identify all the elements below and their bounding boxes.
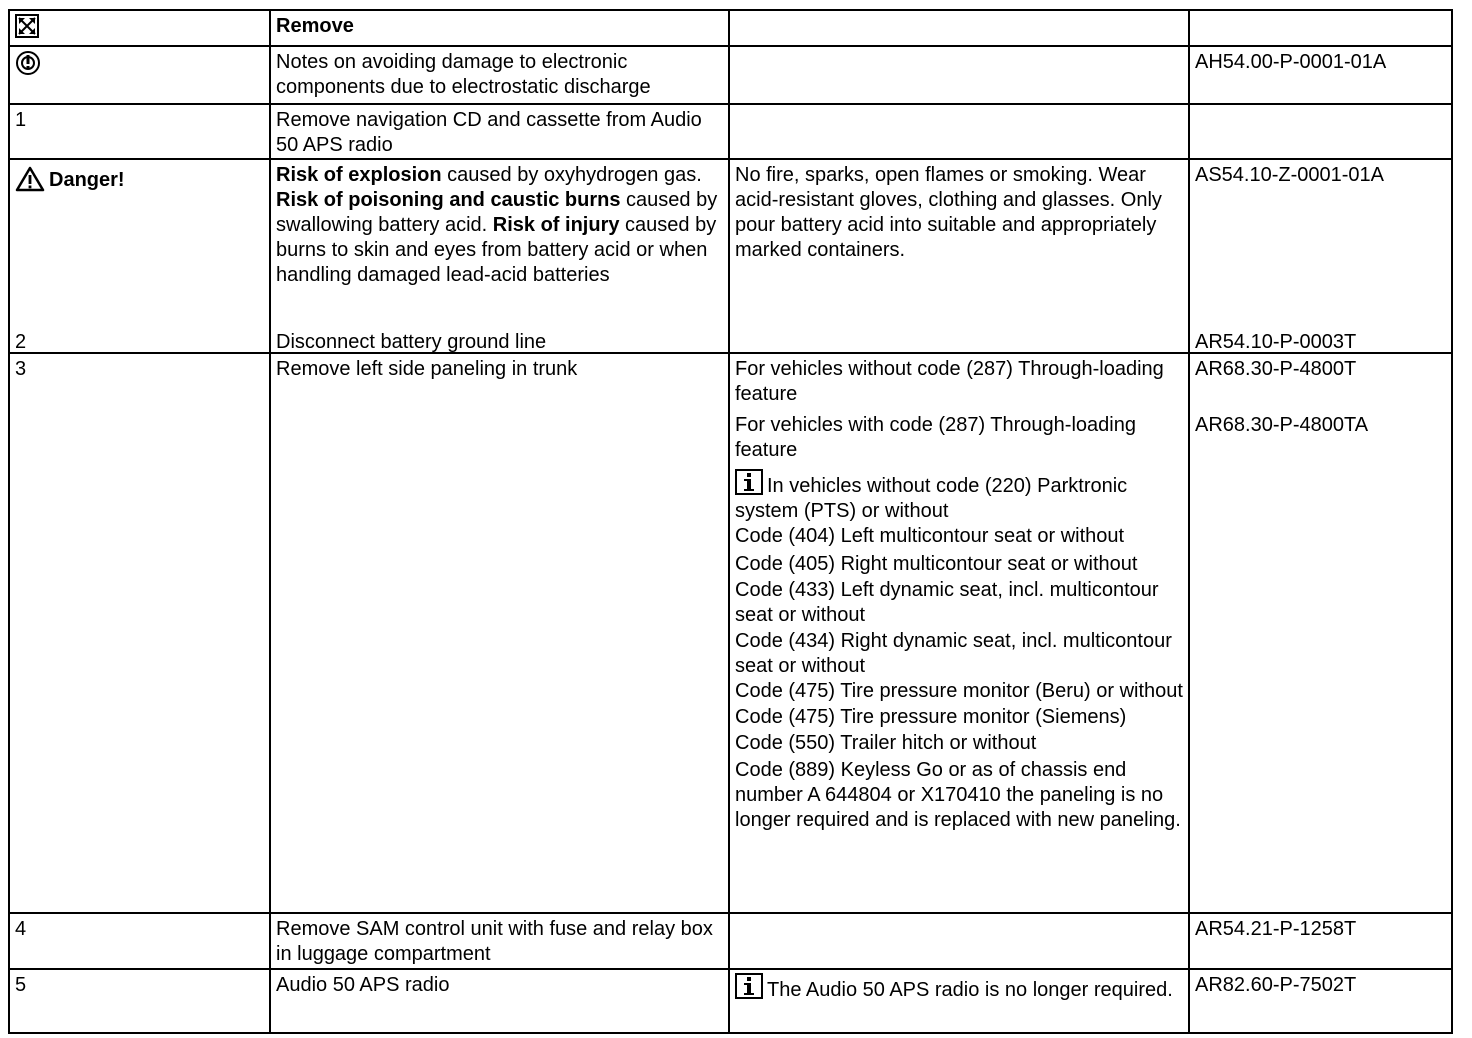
esd-warning-icon	[15, 50, 41, 76]
step5-ref-link[interactable]: AR82.60-P-7502T	[1189, 969, 1452, 1033]
info-line: Code (550) Trailer hitch or without	[735, 732, 1037, 754]
step4-ref-link[interactable]: AR54.21-P-1258T	[1189, 913, 1452, 969]
header-empty-cell	[729, 10, 1189, 46]
header-step-label: Remove	[276, 15, 354, 37]
danger-text: caused by oxyhydrogen gas.	[441, 164, 702, 186]
info-first-line: In vehicles without code (220) Parktronic system (PTS) or without	[735, 475, 1128, 522]
danger-heading-explosion: Risk of explosion	[276, 164, 442, 186]
info-line: Code (404) Left multicontour seat or without	[735, 525, 1125, 547]
info-line: Code (434) Right dynamic seat, incl. multicontour seat or without	[735, 630, 1172, 677]
note-with-287: For vehicles with code (287) Through-loading feature	[735, 414, 1136, 461]
step-ref-cell	[1189, 104, 1452, 159]
step3-notes-cell	[729, 353, 1189, 913]
danger-text: caused by burns to skin and eyes from battery acid or when handling damaged lead-acid batteries	[276, 214, 717, 286]
procedure-table	[8, 9, 1453, 1034]
step5-note-cell	[729, 969, 1189, 1033]
step5-note: The Audio 50 APS radio is no longer required.	[767, 979, 1173, 1001]
header-empty-cell	[1189, 10, 1452, 46]
danger-ref-link[interactable]: AS54.10-Z-0001-01A	[1195, 164, 1385, 186]
step-row-5	[9, 969, 1452, 1033]
danger-label: Danger!	[49, 169, 125, 191]
step-row-4	[9, 913, 1452, 969]
info-block	[735, 469, 1184, 833]
expand-arrows-icon	[15, 14, 39, 38]
esd-icon-cell	[9, 46, 270, 104]
info-icon	[735, 469, 763, 495]
ref-link-without-287[interactable]: AR68.30-P-4800T	[1195, 358, 1357, 380]
danger-heading-poisoning: Risk of poisoning and caustic burns	[276, 189, 621, 211]
esd-row	[9, 46, 1452, 104]
note-without-287: For vehicles without code (287) Through-loading feature	[735, 358, 1164, 405]
info-line: Code (405) Right multicontour seat or without	[735, 553, 1138, 575]
step3-refs-cell	[1189, 353, 1452, 913]
step-text: Remove navigation CD and cassette from Audio 50 APS radio	[270, 104, 729, 159]
step-number: 2	[15, 331, 27, 353]
step-number: 5	[9, 969, 270, 1033]
step-text: Remove left side paneling in trunk	[270, 353, 729, 913]
info-line: Code (475) Tire pressure monitor (Beru) or without	[735, 680, 1183, 702]
danger-cell	[9, 159, 270, 353]
danger-row	[9, 159, 1452, 353]
header-title-cell	[270, 10, 729, 46]
warning-triangle-icon	[15, 166, 45, 192]
header-icon-cell	[9, 10, 270, 46]
esd-ref-link[interactable]: AH54.00-P-0001-01A	[1189, 46, 1452, 104]
info-line: Code (433) Left dynamic seat, incl. multicontour seat or without	[735, 579, 1159, 626]
info-line: Code (475) Tire pressure monitor (Siemens)	[735, 706, 1127, 728]
info-icon	[735, 973, 763, 999]
step-note-cell	[729, 104, 1189, 159]
esd-note-cell	[729, 46, 1189, 104]
step-number: 3	[9, 353, 270, 913]
danger-heading-injury: Risk of injury	[492, 214, 620, 236]
step-row-3	[9, 353, 1452, 913]
step2-ref-link[interactable]: AR54.10-P-0003T	[1195, 331, 1357, 353]
danger-text-cell	[270, 159, 729, 353]
step-text: Audio 50 APS radio	[270, 969, 729, 1033]
step-number: 4	[9, 913, 270, 969]
step-note-cell	[729, 913, 1189, 969]
esd-text-cell: Notes on avoiding damage to electronic components due to electrostatic discharge	[270, 46, 729, 104]
info-line: Code (889) Keyless Go or as of chassis end number A 644804 or X170410 the paneling is no longer required and is replaced with new paneling.	[735, 759, 1181, 831]
header-row	[9, 10, 1452, 46]
danger-text: caused by swallowing battery acid.	[276, 189, 718, 236]
step-text: Remove SAM control unit with fuse and relay box in luggage compartment	[270, 913, 729, 969]
step-number: 1	[9, 104, 270, 159]
danger-ref-cell	[1189, 159, 1452, 353]
danger-note-cell: No fire, sparks, open flames or smoking. Wear acid-resistant gloves, clothing and glasses. Only pour battery acid into suitable and appropriately marked containers.	[729, 159, 1189, 353]
step-row-1	[9, 104, 1452, 159]
ref-link-with-287[interactable]: AR68.30-P-4800TA	[1195, 414, 1369, 436]
danger-description	[276, 163, 724, 288]
step-text: Disconnect battery ground line	[276, 331, 547, 353]
